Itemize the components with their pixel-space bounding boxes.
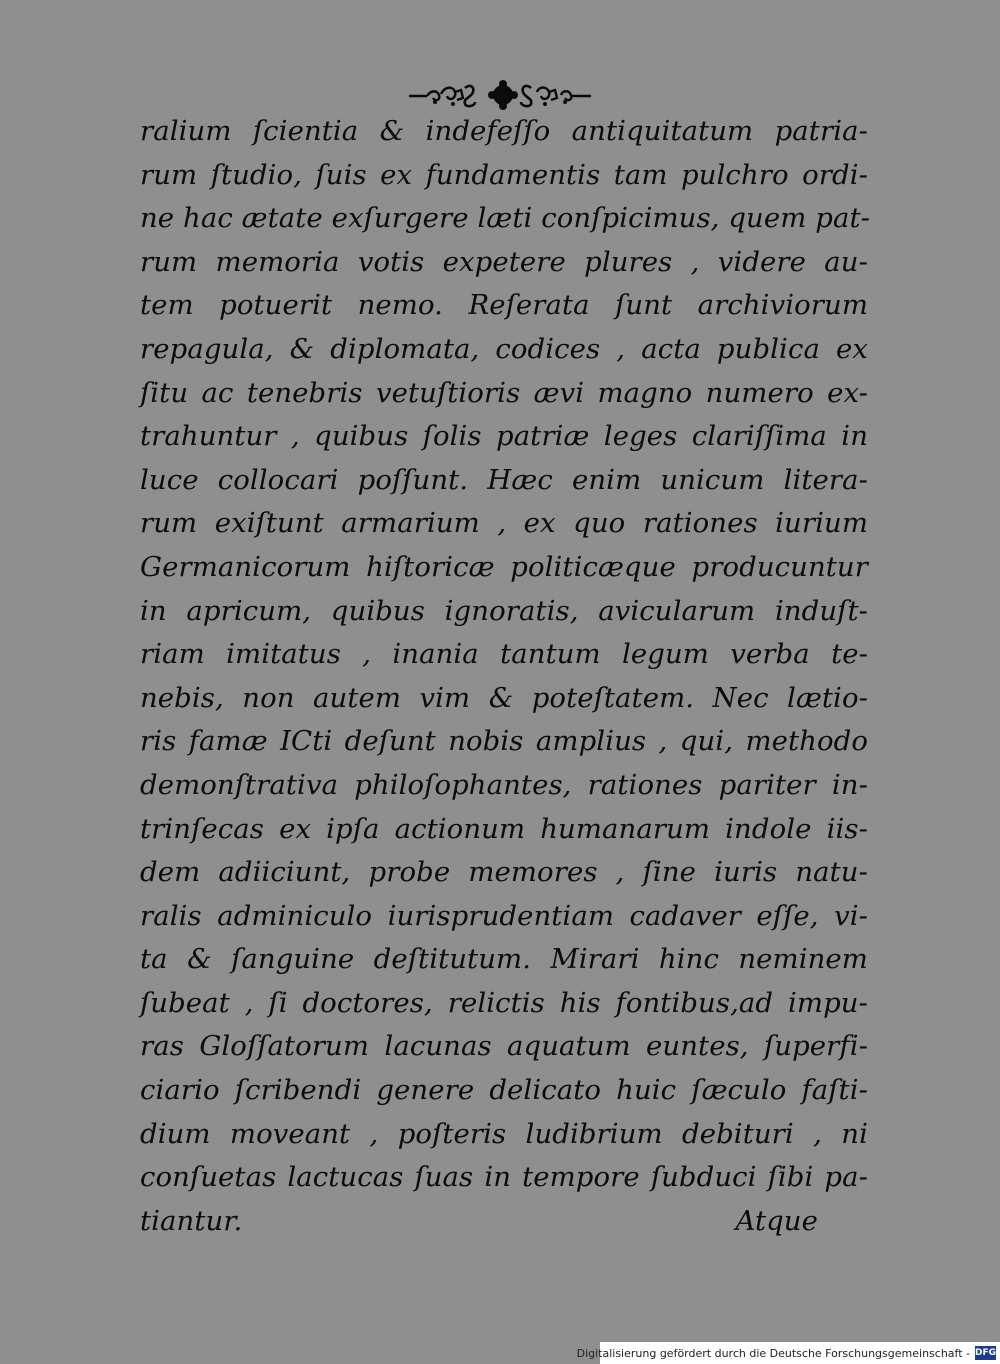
text-line: ciario ſcribendi genere delicato huic ſæculo faſti- [140,1074,868,1107]
dfg-logo-icon: DFG [974,1348,996,1358]
text-line: trahuntur , quibus ſolis patriæ leges clariſſima in [140,420,868,453]
text-line: ralis adminiculo iurisprudentiam cadaver eſſe, vi- [140,899,868,932]
text-line: ris famæ ICti deſunt nobis amplius , qui, methodo [140,725,868,758]
text-line: luce collocari poſſunt. Hæc enim unicum litera- [140,463,868,496]
text-line: riam imitatus , inania tantum legum verba te- [140,638,868,671]
text-line: rum ſtudio, ſuis ex fundamentis tam pulchro ordi- [140,158,868,191]
printers-ornament-icon [405,80,595,110]
catchword: Atque [735,1204,818,1237]
text-line: rum memoria votis expetere plures , videre au- [140,245,868,278]
text-line: dium moveant , poſteris ludibrium debituri , ni [140,1117,868,1150]
text-line: ſubeat , ſi doctores, relictis his fontibus,ad impu- [140,986,868,1019]
text-line: ralium ſcientia & indefeſſo antiquitatum patria- [140,115,868,147]
text-line: ne hac ætate exſurgere læti conſpicimus, quem pat- [140,202,871,235]
text-line: Germanicorum hiſtoricæ politicæque producuntur [140,550,868,583]
final-line-text: tiantur. [140,1204,243,1237]
text-line: tem potuerit nemo. Reſerata ſunt archiviorum [140,289,868,322]
text-line-final [140,1200,868,1244]
text-line: nebis, non autem vim & poteſtatem. Nec lætio- [140,681,868,714]
text-line: dem adiiciunt, probe memores , ſine iuris natu- [140,856,868,889]
text-line: trinſecas ex ipſa actionum humanarum indole iis- [140,812,868,845]
ornament-graphic [405,80,595,110]
text-line: ta & ſanguine deſtitutum. Mirari hinc neminem [140,943,868,976]
text-line: in apricum, quibus ignoratis, avicularum induſt- [140,594,868,627]
text-line: rum exiſtunt armarium , ex quo rationes iurium [140,507,868,540]
body-text [140,110,871,1243]
text-line: repagula, & diplomata, codices , acta publica ex [140,332,868,365]
footer-credit-text: Digitalisierung gefördert durch die Deutsche Forschungsgemeinschaft - [576,1346,970,1360]
footer-credit-bar [576,1342,1000,1364]
text-line: conſuetas lactucas ſuas in tempore ſubduci ſibi pa- [140,1161,868,1194]
text-line: demonſtrativa philoſophantes, rationes pariter in- [140,768,868,801]
text-line: ſitu ac tenebris vetuſtioris ævi magno numero ex- [140,376,868,409]
text-line: ras Gloſſatorum lacunas aquatum euntes, ſuperfi- [140,1030,868,1063]
